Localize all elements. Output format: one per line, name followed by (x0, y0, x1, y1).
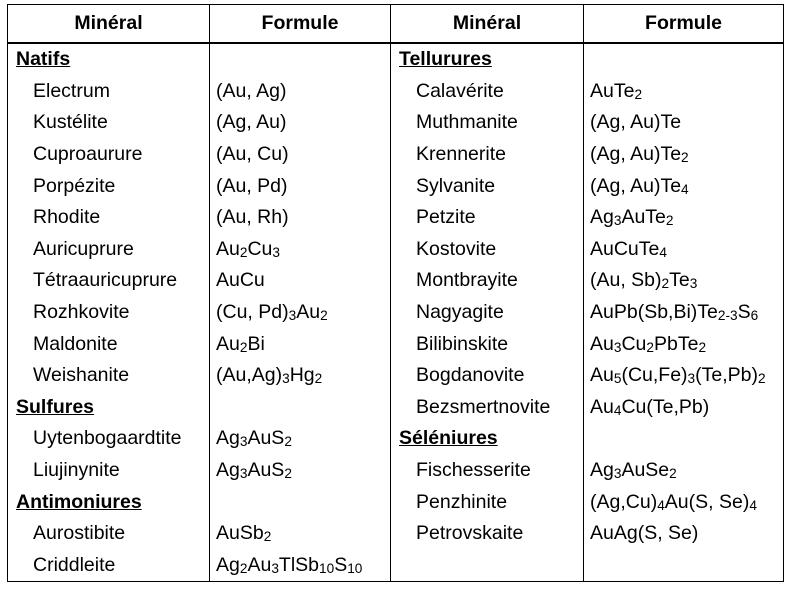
formula-text: AuTe (590, 79, 635, 102)
formula-subscript: 4 (659, 244, 667, 260)
formula-text: Ag (590, 206, 614, 229)
formula-subscript: 2 (665, 213, 674, 229)
formula-text: Au (247, 553, 272, 576)
formula-subscript: 3 (687, 371, 696, 387)
table-row (8, 518, 784, 550)
formula-subscript: 3 (613, 213, 622, 229)
formula-text: Au(S, Se) (664, 490, 750, 513)
formula-cell-empty (584, 43, 784, 76)
formula-cell (210, 202, 391, 234)
minerals-table (7, 4, 784, 582)
formula-cell-empty (210, 43, 391, 76)
formula-subscript: 2 (263, 529, 272, 545)
formula-cell (210, 139, 391, 171)
formula-cell (584, 265, 784, 297)
formula-text: (Ag, Au)Te (590, 111, 682, 134)
formula-subscript: 4 (613, 402, 622, 418)
formula-cell (210, 455, 391, 487)
formula-cell (210, 423, 391, 455)
formula-cell (210, 360, 391, 392)
formula-subscript: 2 (661, 276, 670, 292)
mineral-name: Kustélite (8, 107, 210, 139)
table-row (8, 76, 784, 108)
table-header (8, 5, 784, 44)
mineral-name: Tétraauricuprure (8, 265, 210, 297)
formula-text: Ag (216, 427, 240, 450)
formula-cell (584, 170, 784, 202)
formula-cell (584, 297, 784, 329)
header-mineral-right: Minéral (391, 5, 584, 44)
table-row (8, 202, 784, 234)
formula-text: (Te,Pb) (695, 364, 758, 387)
formula-text: AuPb(Sb,Bi)Te (590, 301, 718, 324)
mineral-name: Bogdanovite (391, 360, 584, 392)
formula-cell (210, 297, 391, 329)
table-row (8, 265, 784, 297)
formula-text: (Au, Rh) (216, 206, 289, 229)
formula-text: AuSe (621, 459, 670, 482)
formula-subscript: 5 (613, 371, 622, 387)
table-row (8, 392, 784, 424)
formula-text: Au (296, 301, 321, 324)
formula-cell (210, 170, 391, 202)
formula-text: AuCu (216, 269, 265, 292)
formula-text: (Ag, Au)Te (590, 174, 682, 197)
formula-subscript: 2-3 (717, 308, 738, 324)
formula-cell-empty (584, 423, 784, 455)
mineral-name: Bezsmertnovite (391, 392, 584, 424)
mineral-name: Montbrayite (391, 265, 584, 297)
formula-subscript: 3 (272, 244, 280, 260)
formula-text: Au (216, 237, 240, 260)
formula-text: (Cu, Pd) (216, 301, 289, 324)
formula-subscript: 2 (698, 339, 707, 355)
table-row (8, 486, 784, 518)
mineral-cell-empty (391, 550, 584, 582)
table-row (8, 360, 784, 392)
formula-text: Au (590, 332, 614, 355)
formula-subscript: 10 (347, 560, 363, 576)
formula-text: Te (669, 269, 690, 292)
table-row (8, 297, 784, 329)
formula-text: (Au, Cu) (216, 143, 289, 166)
formula-text: (Au,Ag) (216, 364, 283, 387)
formula-text: Au (216, 332, 240, 355)
formula-subscript: 3 (271, 560, 279, 576)
mineral-name: Fischesserite (391, 455, 584, 487)
formula-cell (584, 234, 784, 266)
table-row (8, 170, 784, 202)
mineral-name: Rhodite (8, 202, 210, 234)
formula-subscript: 3 (282, 371, 290, 387)
formula-subscript: 6 (750, 308, 759, 324)
formula-text: Bi (247, 332, 265, 355)
table-row (8, 107, 784, 139)
mineral-name: Uytenbogaardtite (8, 423, 210, 455)
formula-cell (210, 107, 391, 139)
formula-text: Ag (216, 459, 240, 482)
formula-cell (210, 550, 391, 582)
formula-subscript: 2 (669, 466, 677, 482)
formula-text: (Ag, Au) (216, 111, 287, 134)
formula-text: Ag (590, 459, 614, 482)
formula-text: AuS (247, 459, 285, 482)
formula-text: Cu (247, 237, 273, 260)
mineral-name: Calavérite (391, 76, 584, 108)
table-row (8, 43, 784, 76)
table-row (8, 328, 784, 360)
formula-subscript: 2 (646, 339, 654, 355)
mineral-name: Sylvanite (391, 170, 584, 202)
formula-text: (Au, Sb) (590, 269, 662, 292)
table-row (8, 550, 784, 582)
formula-text: Hg (289, 364, 315, 387)
mineral-name: Nagyagite (391, 297, 584, 329)
formula-subscript: 2 (320, 308, 328, 324)
formula-text: S (334, 553, 348, 576)
formula-subscript: 4 (657, 497, 665, 513)
mineral-name: Porpézite (8, 170, 210, 202)
formula-text: AuS (247, 427, 285, 450)
mineral-name: Kostovite (391, 234, 584, 266)
table-row (8, 423, 784, 455)
formula-cell (584, 360, 784, 392)
formula-text: Au (590, 364, 614, 387)
formula-text: Ag (216, 553, 240, 576)
formula-cell (584, 107, 784, 139)
header-formula-right: Formule (584, 5, 784, 44)
category-heading: Tellurures (391, 43, 584, 76)
mineral-name: Criddleite (8, 550, 210, 582)
formula-subscript: 2 (239, 339, 248, 355)
formula-text: AuAg(S, Se) (590, 522, 699, 545)
formula-subscript: 2 (239, 560, 248, 576)
formula-subscript: 2 (314, 371, 323, 387)
mineral-name: Auricuprure (8, 234, 210, 266)
formula-cell-empty (210, 486, 391, 518)
formula-cell (210, 328, 391, 360)
formula-subscript: 3 (239, 434, 248, 450)
mineral-name: Aurostibite (8, 518, 210, 550)
formula-cell (584, 455, 784, 487)
category-heading: Séléniures (391, 423, 584, 455)
formula-cell (210, 265, 391, 297)
mineral-name: Rozhkovite (8, 297, 210, 329)
formula-text: S (737, 301, 751, 324)
mineral-name: Electrum (8, 76, 210, 108)
formula-subscript: 2 (681, 150, 689, 166)
formula-cell (210, 234, 391, 266)
mineral-name: Krennerite (391, 139, 584, 171)
formula-text: TlSb (278, 553, 320, 576)
formula-subscript: 3 (613, 466, 622, 482)
formula-cell (584, 76, 784, 108)
formula-text: (Au, Pd) (216, 174, 288, 197)
formula-subscript: 2 (239, 244, 248, 260)
formula-text: PbTe (653, 332, 699, 355)
formula-subscript: 3 (239, 466, 248, 482)
table-body (8, 43, 784, 582)
category-heading: Antimoniures (8, 486, 210, 518)
header-row (8, 5, 784, 44)
table-row (8, 455, 784, 487)
mineral-name: Maldonite (8, 328, 210, 360)
formula-subscript: 4 (749, 497, 757, 513)
category-heading: Natifs (8, 43, 210, 76)
formula-subscript: 10 (319, 560, 335, 576)
formula-text: (Ag,Cu) (590, 490, 658, 513)
mineral-name: Cuproaurure (8, 139, 210, 171)
formula-cell-empty (210, 392, 391, 424)
formula-subscript: 2 (758, 371, 766, 387)
formula-cell (210, 518, 391, 550)
formula-text: AuCuTe (590, 237, 660, 260)
formula-cell (584, 328, 784, 360)
mineral-name: Penzhinite (391, 486, 584, 518)
formula-text: (Au, Ag) (216, 79, 287, 102)
formula-text: Au (590, 395, 614, 418)
formula-cell (584, 392, 784, 424)
formula-text: Cu(Te,Pb) (621, 395, 710, 418)
formula-text: (Cu,Fe) (621, 364, 688, 387)
header-mineral-left: Minéral (8, 5, 210, 44)
formula-subscript: 2 (284, 466, 292, 482)
mineral-name: Bilibinskite (391, 328, 584, 360)
mineral-name: Petzite (391, 202, 584, 234)
formula-subscript: 2 (284, 434, 292, 450)
formula-cell-empty (584, 550, 784, 582)
mineral-name: Weishanite (8, 360, 210, 392)
formula-cell (584, 202, 784, 234)
formula-subscript: 3 (613, 339, 622, 355)
table-row (8, 139, 784, 171)
mineral-name: Muthmanite (391, 107, 584, 139)
mineral-name: Petrovskaite (391, 518, 584, 550)
formula-cell (584, 139, 784, 171)
formula-cell (584, 486, 784, 518)
formula-text: Cu (621, 332, 647, 355)
formula-subscript: 4 (681, 181, 689, 197)
formula-text: AuSb (216, 522, 264, 545)
table-row (8, 234, 784, 266)
header-formula-left: Formule (210, 5, 391, 44)
formula-text: AuTe (621, 206, 666, 229)
formula-cell (210, 76, 391, 108)
formula-subscript: 3 (689, 276, 698, 292)
formula-subscript: 2 (634, 86, 643, 102)
formula-cell (584, 518, 784, 550)
mineral-name: Liujinynite (8, 455, 210, 487)
formula-text: (Ag, Au)Te (590, 143, 682, 166)
formula-subscript: 3 (288, 308, 297, 324)
category-heading: Sulfures (8, 392, 210, 424)
